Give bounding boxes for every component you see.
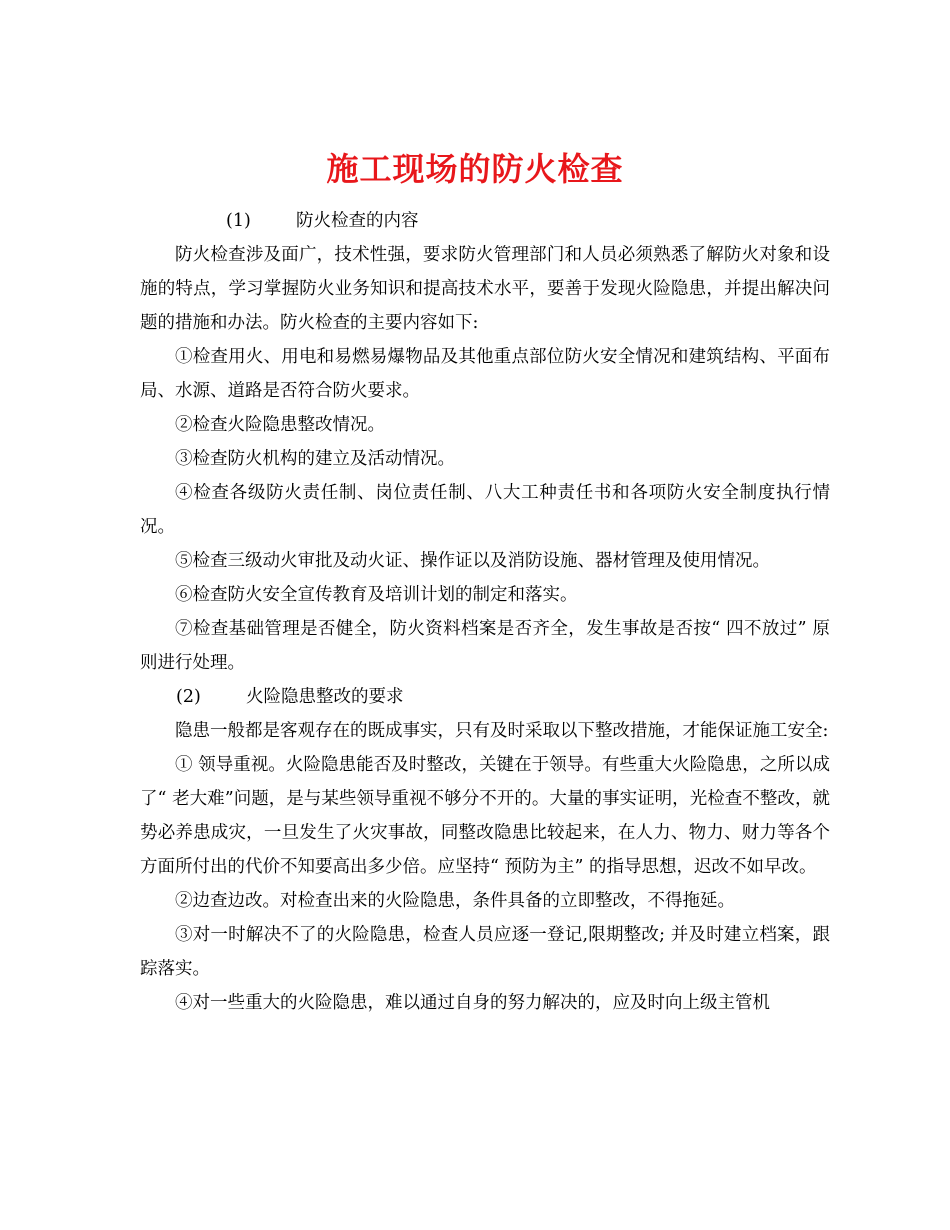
section-heading-1 — [140, 204, 830, 238]
list-item: ③检查防火机构的建立及活动情况。 — [175, 449, 455, 469]
list-item: ⑦检查基础管理是否健全，防火资料档案是否齐全，发生事故是否按“ 四不放过” 原则进行处理。 — [140, 619, 830, 673]
list-item: ②边查边改。对检查出来的火险隐患，条件具备的立即整改，不得拖延。 — [175, 891, 735, 911]
document-body — [140, 204, 830, 1020]
list-item: ②检查火险隐患整改情况。 — [175, 415, 385, 435]
section-heading-text: 火险隐患整改的要求 — [246, 687, 404, 707]
list-item: ④检查各级防火责任制、岗位责任制、八大工种责任书和各项防火安全制度执行情况。 — [140, 483, 830, 537]
list-item: ① 领导重视。火险隐患能否及时整改，关键在于领导。有些重大火险隐患，之所以成了“ 老大难”问题，是与某些领导重视不够分不开的。大量的事实证明，光检查不整改，就势必养患成灾，一旦发生了火灾事故，同整改隐患比较起来，在人力、物力、财力等各个方面所付出的代价不知要高出多少倍。应坚持“ 预防为主” 的指导思想，迟改不如早改。 — [140, 755, 830, 877]
section-heading-text: 防火检查的内容 — [296, 211, 419, 231]
paragraph: 防火检查涉及面广，技术性强，要求防火管理部门和人员必须熟悉了解防火对象和设施的特点，学习掌握防火业务知识和提高技术水平，要善于发现火险隐患，并提出解决问题的措施和办法。防火检查的主要内容如下: — [140, 245, 830, 333]
list-item: ④对一些重大的火险隐患，难以通过自身的努力解决的，应及时向上级主管机 — [175, 993, 770, 1013]
list-item: ⑥检查防火安全宣传教育及培训计划的制定和落实。 — [175, 585, 578, 605]
section-heading-2 — [140, 680, 830, 714]
section-number: (1) — [226, 211, 251, 231]
list-item: ⑤检查三级动火审批及动火证、操作证以及消防设施、器材管理及使用情况。 — [175, 551, 770, 571]
section-number: (2) — [176, 687, 201, 707]
document-title: 施工现场的防火检查 — [326, 150, 624, 189]
list-item: ③对一时解决不了的火险隐患，检查人员应逐一登记,限期整改; 并及时建立档案，跟踪落实。 — [140, 925, 830, 979]
paragraph: 隐患一般都是客观存在的既成事实，只有及时采取以下整改措施，才能保证施工安全: — [175, 721, 829, 741]
list-item: ①检查用火、用电和易燃易爆物品及其他重点部位防火安全情况和建筑结构、平面布局、水源、道路是否符合防火要求。 — [140, 347, 830, 401]
